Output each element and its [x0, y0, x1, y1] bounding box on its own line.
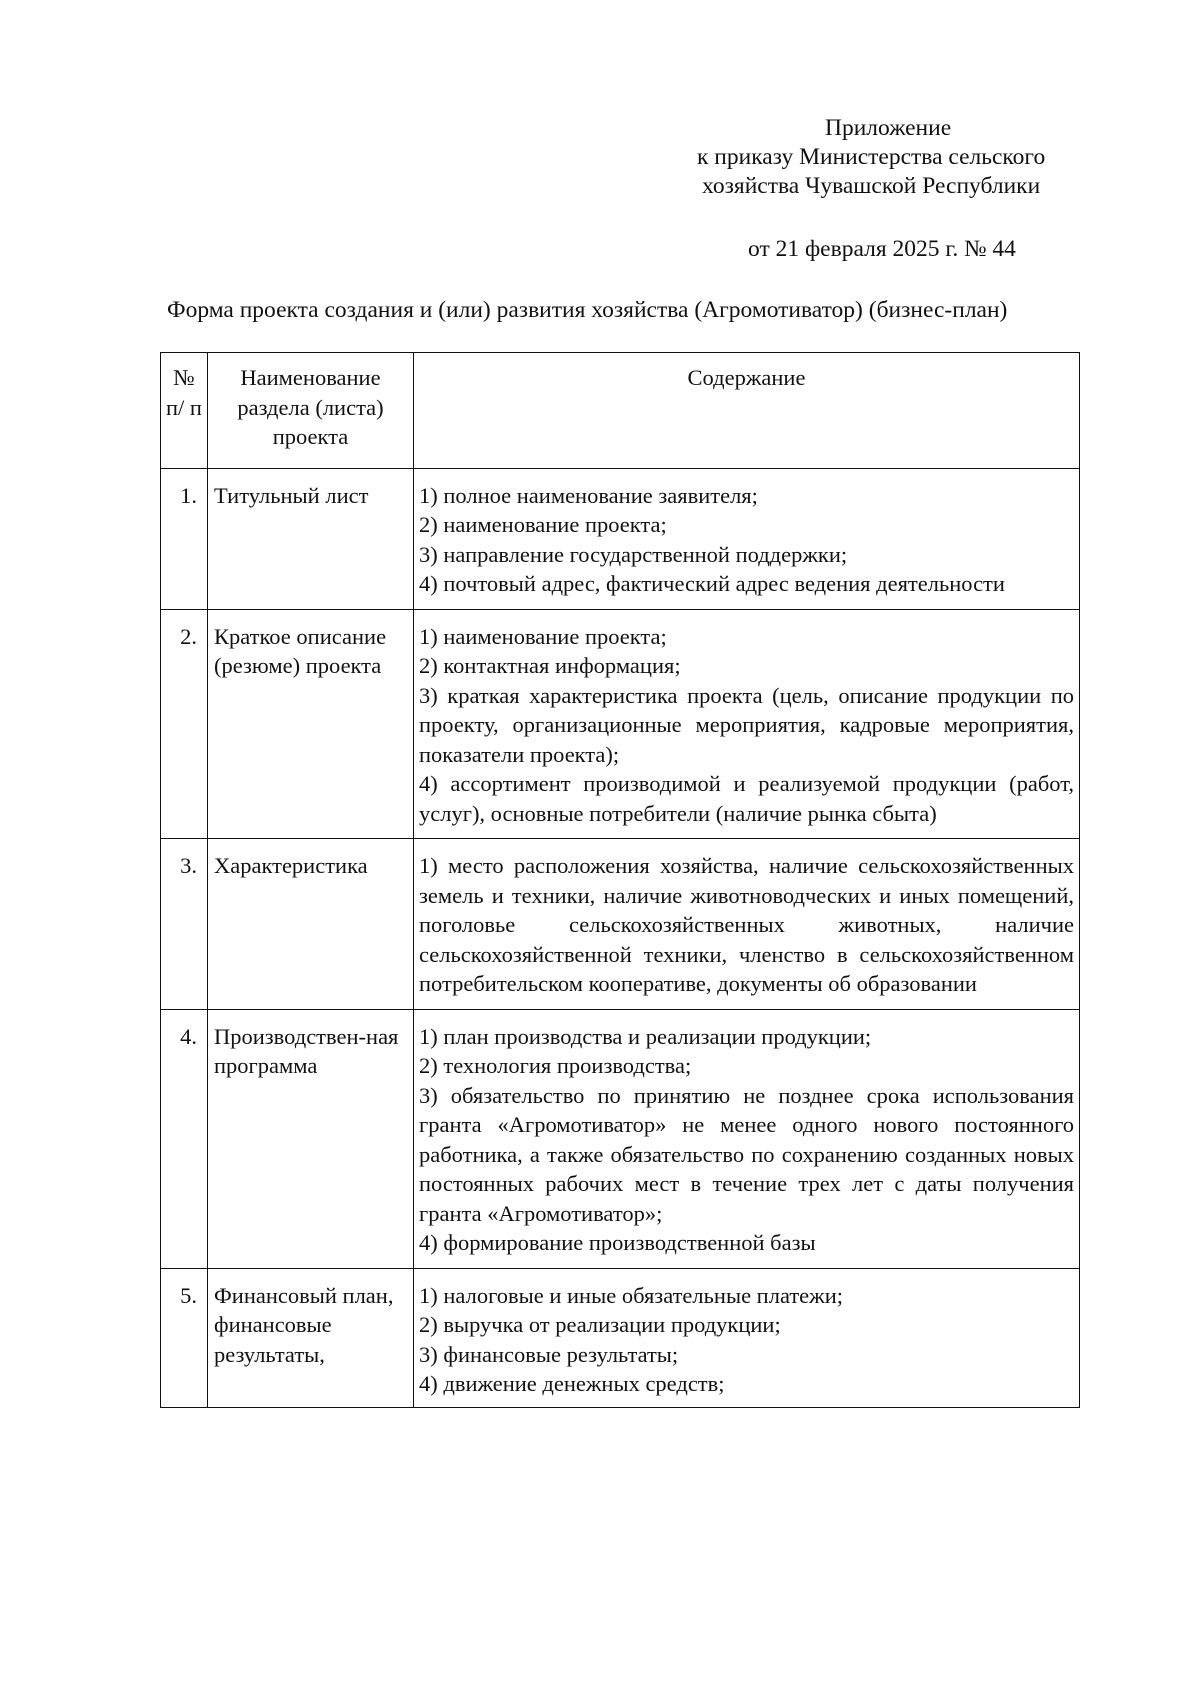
row-number: 1. — [161, 468, 208, 609]
section-name: Краткое описание (резюме) проекта — [208, 609, 414, 839]
order-reference: к приказу Министерства сельского — [697, 144, 1046, 170]
business-plan-table — [160, 352, 1080, 1408]
content-item: 2) технология производства; — [419, 1053, 692, 1078]
section-name: Характеристика — [208, 839, 414, 1010]
appendix-header — [697, 114, 1117, 201]
order-date: от 21 февраля 2025 г. № 44 — [748, 236, 1016, 262]
table-row — [161, 468, 1080, 609]
column-header-section: Наименование раздела (листа) проекта — [208, 353, 414, 469]
document-title: Форма проекта создания и (или) развития хозяйства (Агромотиватор) (бизнес-план) — [167, 297, 1008, 323]
content-item: 2) наименование проекта; — [419, 512, 667, 537]
content-item: 3) финансовые результаты; — [419, 1341, 679, 1367]
content-item: 1) полное наименование заявителя; — [419, 482, 758, 508]
table-header-row — [161, 353, 1080, 469]
row-number: 5. — [161, 1268, 208, 1407]
row-number: 4. — [161, 1009, 208, 1268]
column-header-number: № п/ п — [161, 353, 208, 469]
content-item: 1) план производства и реализации продукции; — [419, 1023, 872, 1049]
content-item: 2) выручка от реализации продукции; — [419, 1312, 781, 1337]
ministry-name: хозяйства Чувашской Республики — [702, 173, 1041, 199]
content-item: 1) налоговые и иные обязательные платежи; — [419, 1282, 844, 1308]
section-content — [414, 1268, 1080, 1407]
row-number: 2. — [161, 609, 208, 839]
section-name: Титульный лист — [208, 468, 414, 609]
column-header-content: Содержание — [414, 353, 1080, 469]
content-item: 4) почтовый адрес, фактический адрес ведения деятельности — [419, 571, 1005, 596]
table-row — [161, 1268, 1080, 1407]
content-item: 4) формирование производственной базы — [419, 1230, 816, 1255]
section-content — [414, 839, 1080, 1010]
section-name: Производствен-ная программа — [208, 1009, 414, 1268]
content-item: 4) ассортимент производимой и реализуемой продукции (работ, услуг), основные потребители (наличие рынка сбыта) — [419, 771, 1074, 826]
section-content — [414, 1009, 1080, 1268]
content-item: 1) наименование проекта; — [419, 623, 667, 649]
content-item: 4) движение денежных средств; — [419, 1371, 725, 1396]
appendix-label: Приложение — [825, 115, 952, 141]
section-content — [414, 468, 1080, 609]
section-content — [414, 609, 1080, 839]
content-item: 1) место расположения хозяйства, наличие сельскохозяйственных земель и техники, наличие животноводческих и иных помещений, поголовье сельскохозяйственных животных, наличие сельскохозяйственной техники, членство в сельскохозяйственном потребительском кооперативе, документы об образовании — [419, 853, 1074, 996]
content-item: 3) обязательство по принятию не позднее срока использования гранта «Агромотиватор» не менее одного нового постоянного работника, а также обязательство по сохранению созданных новых постоянных рабочих мест в течение трех лет с даты получения гранта «Агромотиватор»; — [419, 1082, 1074, 1226]
content-item: 3) направление государственной поддержки; — [419, 541, 848, 567]
content-item: 3) краткая характеристика проекта (цель, описание продукции по проекту, организационные мероприятия, кадровые мероприятия, показатели проекта); — [419, 682, 1074, 767]
table-row — [161, 839, 1080, 1010]
table-row — [161, 609, 1080, 839]
table-row — [161, 1009, 1080, 1268]
row-number: 3. — [161, 839, 208, 1010]
section-name: Финансовый план, финансовые результаты, — [208, 1268, 414, 1407]
content-item: 2) контактная информация; — [419, 653, 681, 678]
